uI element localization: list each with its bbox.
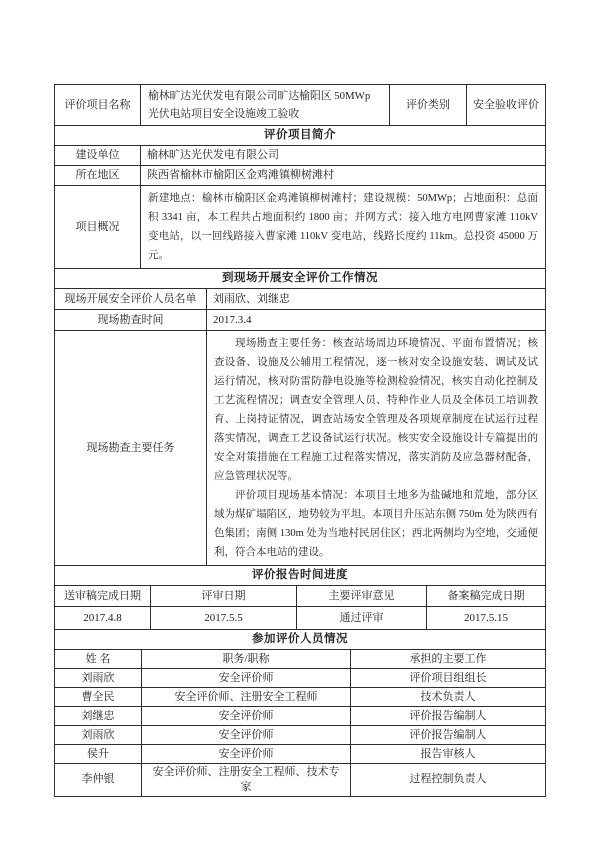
table-row [55, 764, 546, 797]
builder-value: 榆林旷达光伏发电有限公司 [141, 146, 546, 166]
person-work: 评价报告编制人 [351, 726, 546, 745]
table-row [55, 166, 546, 186]
evaluation-summary-table [54, 85, 546, 797]
site-work-section-header [54, 268, 546, 289]
table-row [55, 126, 546, 146]
person-work: 报告审核人 [351, 745, 546, 764]
table-row [55, 630, 546, 650]
person-title: 安全评价师、注册安全工程师、技术专家 [142, 764, 351, 797]
person-work: 评价报告编制人 [351, 707, 546, 726]
person-name: 刘雨欣 [55, 726, 142, 745]
person-name: 刘继忠 [55, 707, 142, 726]
people-col-title: 职务/职称 [142, 650, 351, 669]
schedule-draft-date: 2017.4.8 [55, 607, 151, 630]
table-row [55, 669, 546, 688]
table-row [55, 688, 546, 707]
project-name-value: 榆林旷达光伏发电有限公司旷达榆阳区 50MWp 光伏电站项目安全设施竣工验收 [141, 85, 390, 126]
section-title-schedule: 评价报告时间进度 [55, 566, 546, 586]
project-header-table [54, 84, 546, 126]
person-work: 评价项目组组长 [351, 669, 546, 688]
overview-value: 新建地点：榆林市榆阳区金鸡滩镇柳树滩村；建设规模：50MWp；占地面积：总面积 3341 亩，本工程共占地面积约 1800 亩；并网方式：接入地方电网曹家滩 110kV 变电站，以一回线路接入曹家滩 110kV 变电站，线路长度约 11km。总投资 45000 万元。 [141, 186, 546, 269]
person-title: 安全评价师 [142, 707, 351, 726]
section-title-people: 参加评价人员情况 [55, 630, 546, 650]
person-title: 安全评价师 [142, 726, 351, 745]
surveyors-label: 现场开展安全评价人员名单 [55, 289, 207, 310]
schedule-col-draft-date: 送审稿完成日期 [55, 586, 151, 607]
schedule-section-header [54, 565, 546, 586]
person-title: 安全评价师、注册安全工程师 [142, 688, 351, 707]
builder-label: 建设单位 [55, 146, 141, 166]
people-table [54, 649, 546, 797]
table-row [55, 566, 546, 586]
table-row [55, 310, 546, 331]
schedule-review-date: 2017.5.5 [151, 607, 297, 630]
people-section-header [54, 629, 546, 650]
table-row [55, 607, 546, 630]
table-row [55, 745, 546, 764]
person-title: 安全评价师 [142, 669, 351, 688]
person-work: 过程控制负责人 [351, 764, 546, 797]
table-row [55, 726, 546, 745]
overview-label: 项目概况 [55, 186, 141, 269]
table-row [55, 650, 546, 669]
schedule-col-review-date: 评审日期 [151, 586, 297, 607]
category-value: 安全验收评价 [467, 85, 546, 126]
table-row [55, 186, 546, 269]
survey-tasks-paragraph-2: 评价项目现场基本情况：本项目土地多为盐碱地和荒地，部分区域为煤矿塌陷区，地势较为平坦。本项目升压站东侧 750m 处为陕西有色集团；南侧 130m 处为当地村民居住区；西北两侧均为空地，交通便利，符合本电站的建设。 [214, 490, 538, 558]
category-label: 评价类别 [390, 85, 467, 126]
section-title-site-work: 到现场开展安全评价工作情况 [55, 269, 546, 289]
intro-section-header [54, 125, 546, 146]
person-name: 李仲银 [55, 764, 142, 797]
table-row [55, 331, 546, 566]
section-title-intro: 评价项目简介 [55, 126, 546, 146]
project-name-label: 评价项目名称 [55, 85, 141, 126]
intro-table [54, 145, 546, 269]
survey-date-value: 2017.3.4 [207, 310, 546, 331]
table-row [55, 269, 546, 289]
survey-tasks-label: 现场勘查主要任务 [55, 331, 207, 566]
person-work: 技术负责人 [351, 688, 546, 707]
schedule-table [54, 585, 546, 630]
schedule-col-review-opinion: 主要评审意见 [297, 586, 427, 607]
person-name: 侯升 [55, 745, 142, 764]
people-col-work: 承担的主要工作 [351, 650, 546, 669]
person-name: 刘雨欣 [55, 669, 142, 688]
schedule-col-final-date: 备案稿完成日期 [427, 586, 546, 607]
survey-tasks-value [207, 331, 546, 566]
survey-date-label: 现场勘查时间 [55, 310, 207, 331]
survey-tasks-paragraph-1: 现场勘查主要任务：核查站场周边环境情况、平面布置情况；核查设备、设施及公辅用工程情况，逐一核对安全设施安装、调试及试运行情况，核对防雷防静电设施等检测检验情况，核实自动化控制及工艺流程情况；调查安全管理人员、特种作业人员及全体员工培训教育、上岗持证情况，调查站场安全管理及各项规章制度在试运行过程落实情况，调查工艺设备试运行状况。核实安全设施设计专篇提出的安全对策措施在工程施工过程落实情况，落实消防及应急器材配备，应急管理状况等。 [214, 338, 538, 482]
schedule-final-date: 2017.5.15 [427, 607, 546, 630]
table-row [55, 289, 546, 310]
surveyors-value: 刘雨欣、刘继忠 [207, 289, 546, 310]
table-row [55, 586, 546, 607]
table-row [55, 85, 546, 126]
table-row [55, 707, 546, 726]
schedule-review-opinion: 通过评审 [297, 607, 427, 630]
location-value: 陕西省榆林市榆阳区金鸡滩镇柳树滩村 [141, 166, 546, 186]
table-row [55, 146, 546, 166]
people-col-name: 姓 名 [55, 650, 142, 669]
site-work-table [54, 288, 546, 566]
location-label: 所在地区 [55, 166, 141, 186]
person-title: 安全评价师 [142, 745, 351, 764]
person-name: 曹全民 [55, 688, 142, 707]
